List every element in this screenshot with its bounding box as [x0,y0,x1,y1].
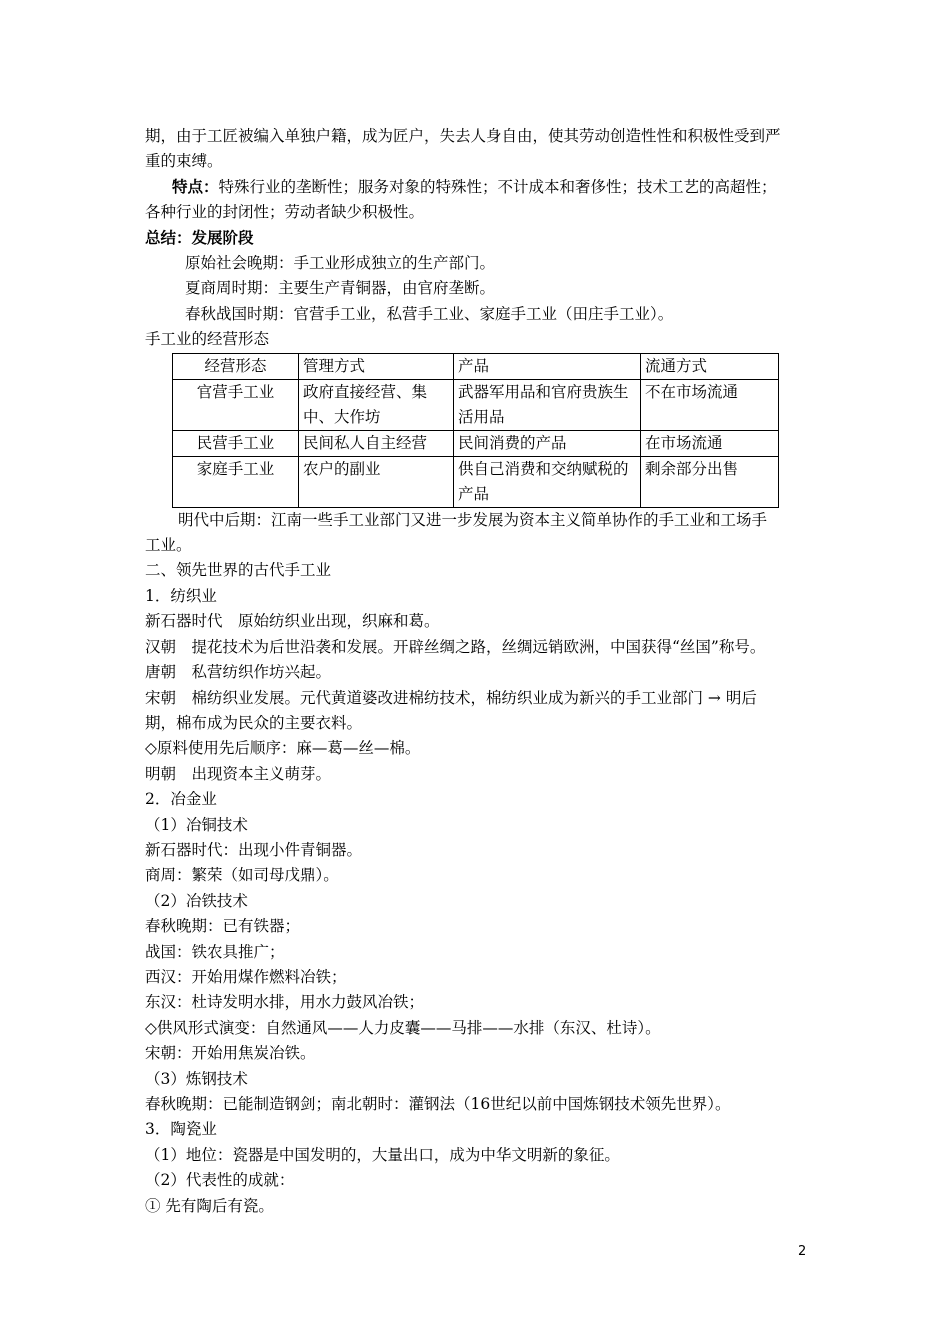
subsection-heading: 1．纺织业 [145,586,217,605]
table-cell: 在市场流通 [641,430,779,456]
text-line: 新石器时代：出现小件青铜器。 [145,840,363,859]
table-header-cell: 产品 [454,353,641,379]
table-cell: 剩余部分出售 [641,456,779,507]
text-line: （1）地位：瓷器是中国发明的，大量出口，成为中华文明新的象征。 [145,1145,620,1164]
table-cell: 政府直接经营、集中、大作坊 [299,379,454,430]
text-line: 新石器时代 原始纺织业出现，织麻和葛。 [145,612,440,631]
paragraph-line: 重的束缚。 [145,152,223,171]
table-header-row [173,353,779,379]
summary-heading: 总结：发展阶段 [145,228,254,247]
table-cell: 官营手工业 [173,379,299,430]
table-header-cell: 流通方式 [641,353,779,379]
stage-item: 原始社会晚期：手工业形成独立的生产部门。 [185,254,496,273]
table-row [173,379,779,430]
feature-text-cont: 各种行业的封闭性；劳动者缺少积极性。 [145,203,425,222]
text-line: ◇原料使用先后顺序：麻—葛—丝—棉。 [145,739,421,758]
feature-label: 特点： [172,177,219,196]
text-line: ◇供风形式演变：自然通风——人力皮囊——马排——水排（东汉、杜诗）。 [145,1018,661,1037]
sub-subsection-heading: （3）炼钢技术 [145,1069,248,1088]
text-line: 明朝 出现资本主义萌芽。 [145,764,332,783]
table-cell: 民营手工业 [173,430,299,456]
table-cell: 家庭手工业 [173,456,299,507]
table-row [173,430,779,456]
table-cell: 农户的副业 [299,456,454,507]
table-title: 手工业的经营形态 [145,330,270,349]
text-line: 唐朝 私营纺织作坊兴起。 [145,663,332,682]
text-line: 东汉：杜诗发明水排，用水力鼓风冶铁； [145,993,425,1012]
table-header-cell: 经营形态 [173,353,299,379]
document-body [145,124,809,1219]
table-header-cell: 管理方式 [299,353,454,379]
table-cell: 供自己消费和交纳赋税的产品 [454,456,641,507]
sub-subsection-heading: （1）冶铜技术 [145,815,248,834]
section-heading: 二、领先世界的古代手工业 [145,561,332,580]
subsection-heading: 3．陶瓷业 [145,1120,217,1139]
text-line: ① 先有陶后有瓷。 [145,1196,274,1215]
feature-paragraph [145,175,809,200]
ming-paragraph: 明代中后期：江南一些手工业部门又进一步发展为资本主义简单协作的手工业和工场手 [178,510,768,529]
text-line: 西汉：开始用煤作燃料冶铁； [145,967,347,986]
text-line: 期，棉布成为民众的主要衣料。 [145,713,363,732]
table-row [173,456,779,507]
ming-paragraph-cont: 工业。 [145,536,192,555]
feature-text: 特殊行业的垄断性；服务对象的特殊性；不计成本和奢侈性；技术工艺的高超性； [218,177,777,196]
table-cell: 民间消费的产品 [454,430,641,456]
text-line: 宋朝 棉纺织业发展。元代黄道婆改进棉纺技术，棉纺织业成为新兴的手工业部门 → 明后 [145,688,757,707]
text-line: 春秋晚期：已有铁器； [145,917,301,936]
text-line: 宋朝：开始用焦炭冶铁。 [145,1044,316,1063]
table-cell: 不在市场流通 [641,379,779,430]
text-line: 战国：铁农具推广； [145,942,285,961]
sub-subsection-heading: （2）冶铁技术 [145,891,248,910]
stage-item: 春秋战国时期：官营手工业，私营手工业、家庭手工业（田庄手工业）。 [185,304,674,323]
text-line: 汉朝 提花技术为后世沿袭和发展。开辟丝绸之路，丝绸远销欧洲，中国获得“丝国”称号。 [145,637,766,656]
page-number: 2 [798,1244,807,1259]
paragraph-line: 期，由于工匠被编入单独户籍，成为匠户，失去人身自由，使其劳动创造性性和积极性受到严 [145,127,781,145]
table-cell: 民间私人自主经营 [299,430,454,456]
stage-item: 夏商周时期：主要生产青铜器，由官府垄断。 [185,279,496,298]
table-cell: 武器军用品和官府贵族生活用品 [454,379,641,430]
text-line: 商周：繁荣（如司母戊鼎）。 [145,866,339,885]
subsection-heading: 2．冶金业 [145,790,217,809]
text-line: （2）代表性的成就： [145,1171,295,1190]
business-forms-table [172,353,779,508]
text-line: 春秋晚期：已能制造钢剑；南北朝时：灌钢法（16世纪以前中国炼钢技术领先世界）。 [145,1095,731,1113]
